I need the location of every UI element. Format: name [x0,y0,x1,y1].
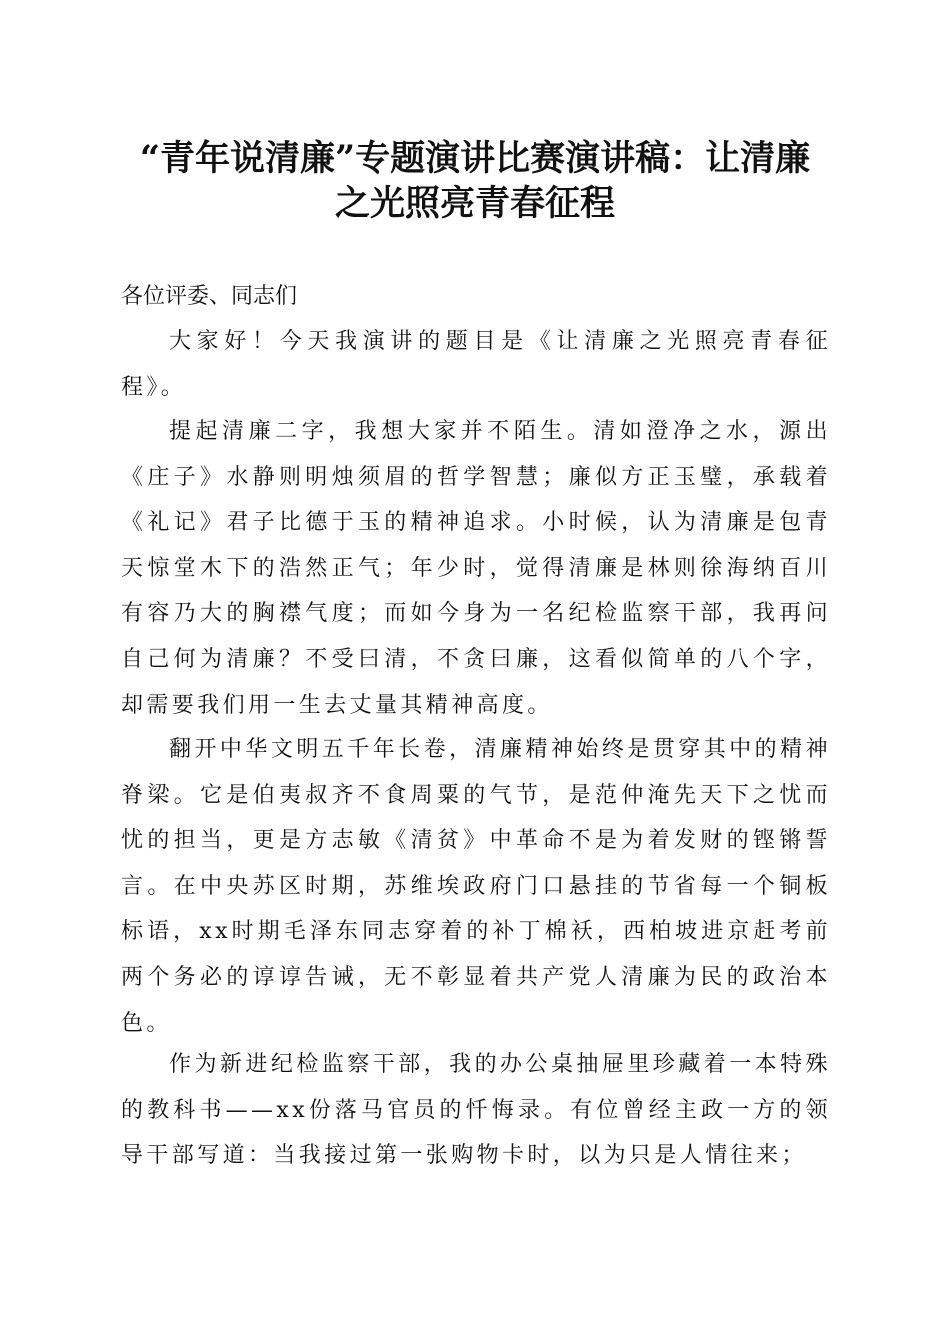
paragraph-confession-records: 作为新进纪检监察干部，我的办公桌抽屉里珍藏着一本特殊的教科书——xx份落马官员的忏悔录。有位曾经主政一方的领导干部写道：当我接过第一张购物卡时，以为只是人情往来； [121,1052,831,1169]
document-title-line-1: “青年说清廉”专题演讲比赛演讲稿：让清廉 [139,138,811,179]
salutation: 各位评委、同志们 [121,284,298,309]
paragraph-greeting: 大家好！今天我演讲的题目是《让清廉之光照亮青春征程》。 [121,329,831,400]
document-title-line-2: 之光照亮青春征程 [334,183,615,224]
paragraph-chinese-civilization: 翻开中华文明五千年长卷，清廉精神始终是贯穿其中的精神脊梁。它是伯夷叔齐不食周粟的气节，是范仲淹先天下之忧而忧的担当，更是方志敏《清贫》中革命不是为着发财的铿锵誓言。在中央苏区时期，苏维埃政府门口悬挂的节省每一个铜板标语，xx时期毛泽东同志穿着的补丁棉袄，西柏坡进京赶考前两个务必的谆谆告诫，无不彰显着共产党人清廉为民的政治本色。 [121,737,831,1036]
paragraph-meaning-of-integrity: 提起清廉二字，我想大家并不陌生。清如澄净之水，源出《庄子》水静则明烛须眉的哲学智慧；廉似方正玉璧，承载着《礼记》君子比德于玉的精神追求。小时候，认为清廉是包青天惊堂木下的浩然正气；年少时，觉得清廉是林则徐海纳百川有容乃大的胸襟气度；而如今身为一名纪检监察干部，我再问自己何为清廉？不受曰清，不贪曰廉，这看似简单的八个字，却需要我们用一生去丈量其精神高度。 [121,419,831,718]
